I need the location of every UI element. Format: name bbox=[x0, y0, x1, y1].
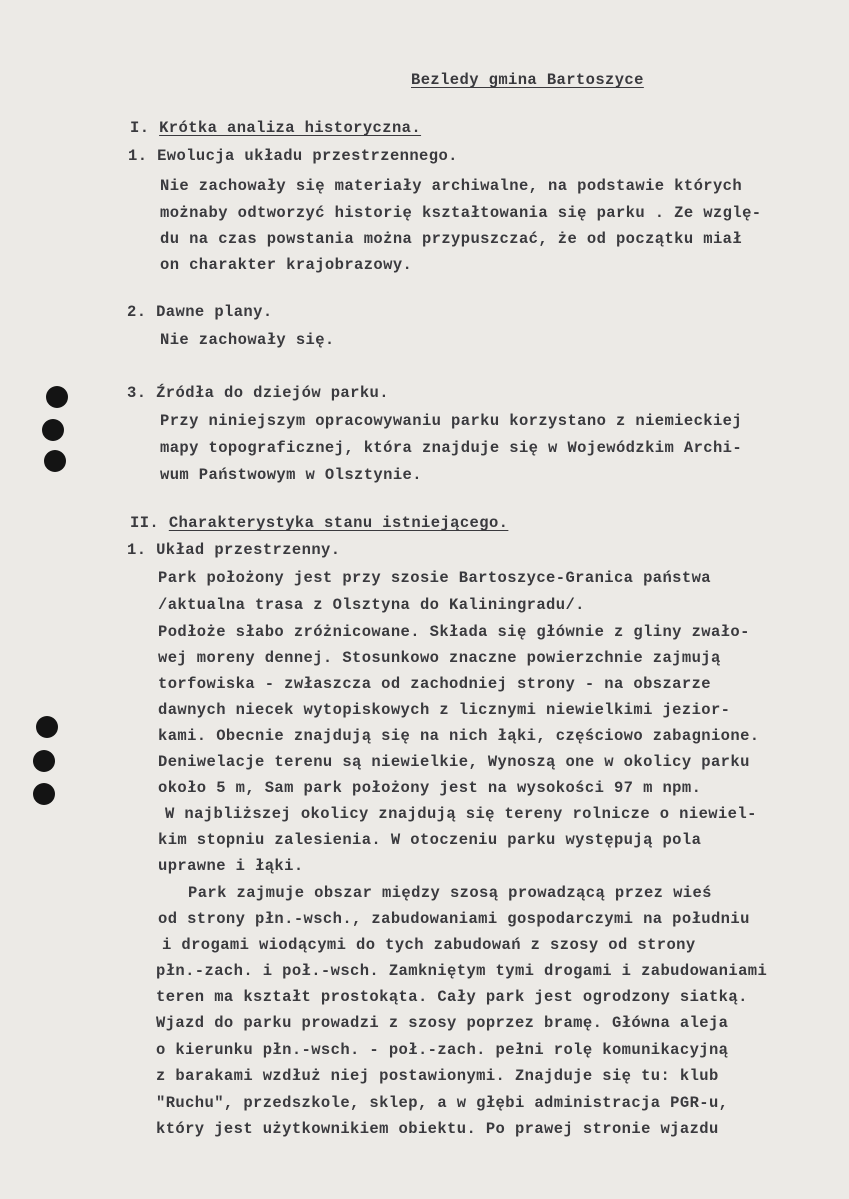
subheading: 1. Układ przestrzenny. bbox=[127, 541, 341, 559]
text-line: o kierunku płn.-wsch. - poł.-zach. pełni rolę komunikacyjną bbox=[156, 1041, 729, 1059]
text-line: około 5 m, Sam park położony jest na wysokości 97 m npm. bbox=[158, 779, 702, 797]
text-line: mapy topograficznej, która znajduje się w Wojewódzkim Archi- bbox=[160, 439, 743, 457]
punch-hole bbox=[33, 783, 55, 805]
text-line: Nie zachowały się. bbox=[160, 331, 335, 349]
text-line: kami. Obecnie znajdują się na nich łąki, częściowo zabagnione. bbox=[158, 727, 760, 745]
text-line: wum Państwowym w Olsztynie. bbox=[160, 466, 422, 484]
heading-section-1: I. Krótka analiza historyczna. bbox=[130, 119, 422, 137]
text-line: "Ruchu", przedszkole, sklep, a w głębi administracja PGR-u, bbox=[156, 1094, 729, 1112]
text-line: Wjazd do parku prowadzi z szosy poprzez bramę. Główna aleja bbox=[156, 1014, 729, 1032]
text-line: torfowiska - zwłaszcza od zachodniej strony - na obszarze bbox=[158, 675, 711, 693]
text-line: Deniwelacje terenu są niewielkie, Wynoszą one w okolicy parku bbox=[158, 753, 750, 771]
text-line: Nie zachowały się materiały archiwalne, na podstawie których bbox=[160, 177, 743, 195]
text-line: du na czas powstania można przypuszczać, że od początku miał bbox=[160, 230, 743, 248]
punch-hole bbox=[44, 450, 66, 472]
text-line: /aktualna trasa z Olsztyna do Kaliningradu/. bbox=[158, 596, 585, 614]
document-title: Bezledy gmina Bartoszyce bbox=[411, 71, 644, 89]
text-line: Park położony jest przy szosie Bartoszyce-Granica państwa bbox=[158, 569, 711, 587]
text-line: który jest użytkownikiem obiektu. Po prawej stronie wjazdu bbox=[156, 1120, 719, 1138]
heading-section-2: II. Charakterystyka stanu istniejącego. bbox=[130, 514, 509, 532]
subheading: 3. Źródła do dziejów parku. bbox=[127, 384, 389, 402]
subheading: 1. Ewolucja układu przestrzennego. bbox=[128, 147, 458, 165]
text-line: i drogami wiodącymi do tych zabudowań z szosy od strony bbox=[162, 936, 696, 954]
punch-hole bbox=[36, 716, 58, 738]
text-line: on charakter krajobrazowy. bbox=[160, 256, 413, 274]
text-line: uprawne i łąki. bbox=[158, 857, 304, 875]
text-line: płn.-zach. i poł.-wsch. Zamkniętym tymi drogami i zabudowaniami bbox=[156, 962, 768, 980]
text-line: Podłoże słabo zróżnicowane. Składa się głównie z gliny zwało- bbox=[158, 623, 750, 641]
subheading: 2. Dawne plany. bbox=[127, 303, 273, 321]
text-line: możnaby odtworzyć historię kształtowania się parku . Ze wzglę- bbox=[160, 204, 762, 222]
text-line: od strony płn.-wsch., zabudowaniami gospodarczymi na południu bbox=[158, 910, 750, 928]
text-line: Park zajmuje obszar między szosą prowadzącą przez wieś bbox=[188, 884, 712, 902]
text-line: kim stopniu zalesienia. W otoczeniu parku występują pola bbox=[158, 831, 702, 849]
text-line: teren ma kształt prostokąta. Cały park jest ogrodzony siatką. bbox=[156, 988, 748, 1006]
text-line: W najbliższej okolicy znajdują się tereny rolnicze o niewiel- bbox=[165, 805, 757, 823]
punch-hole bbox=[33, 750, 55, 772]
punch-hole bbox=[42, 419, 64, 441]
text-line: dawnych niecek wytopiskowych z licznymi niewielkimi jezior- bbox=[158, 701, 731, 719]
text-line: wej moreny dennej. Stosunkowo znaczne powierzchnie zajmują bbox=[158, 649, 721, 667]
punch-hole bbox=[46, 386, 68, 408]
text-line: Przy niniejszym opracowywaniu parku korzystano z niemieckiej bbox=[160, 412, 743, 430]
text-line: z barakami wzdłuż niej postawionymi. Znajduje się tu: klub bbox=[156, 1067, 719, 1085]
